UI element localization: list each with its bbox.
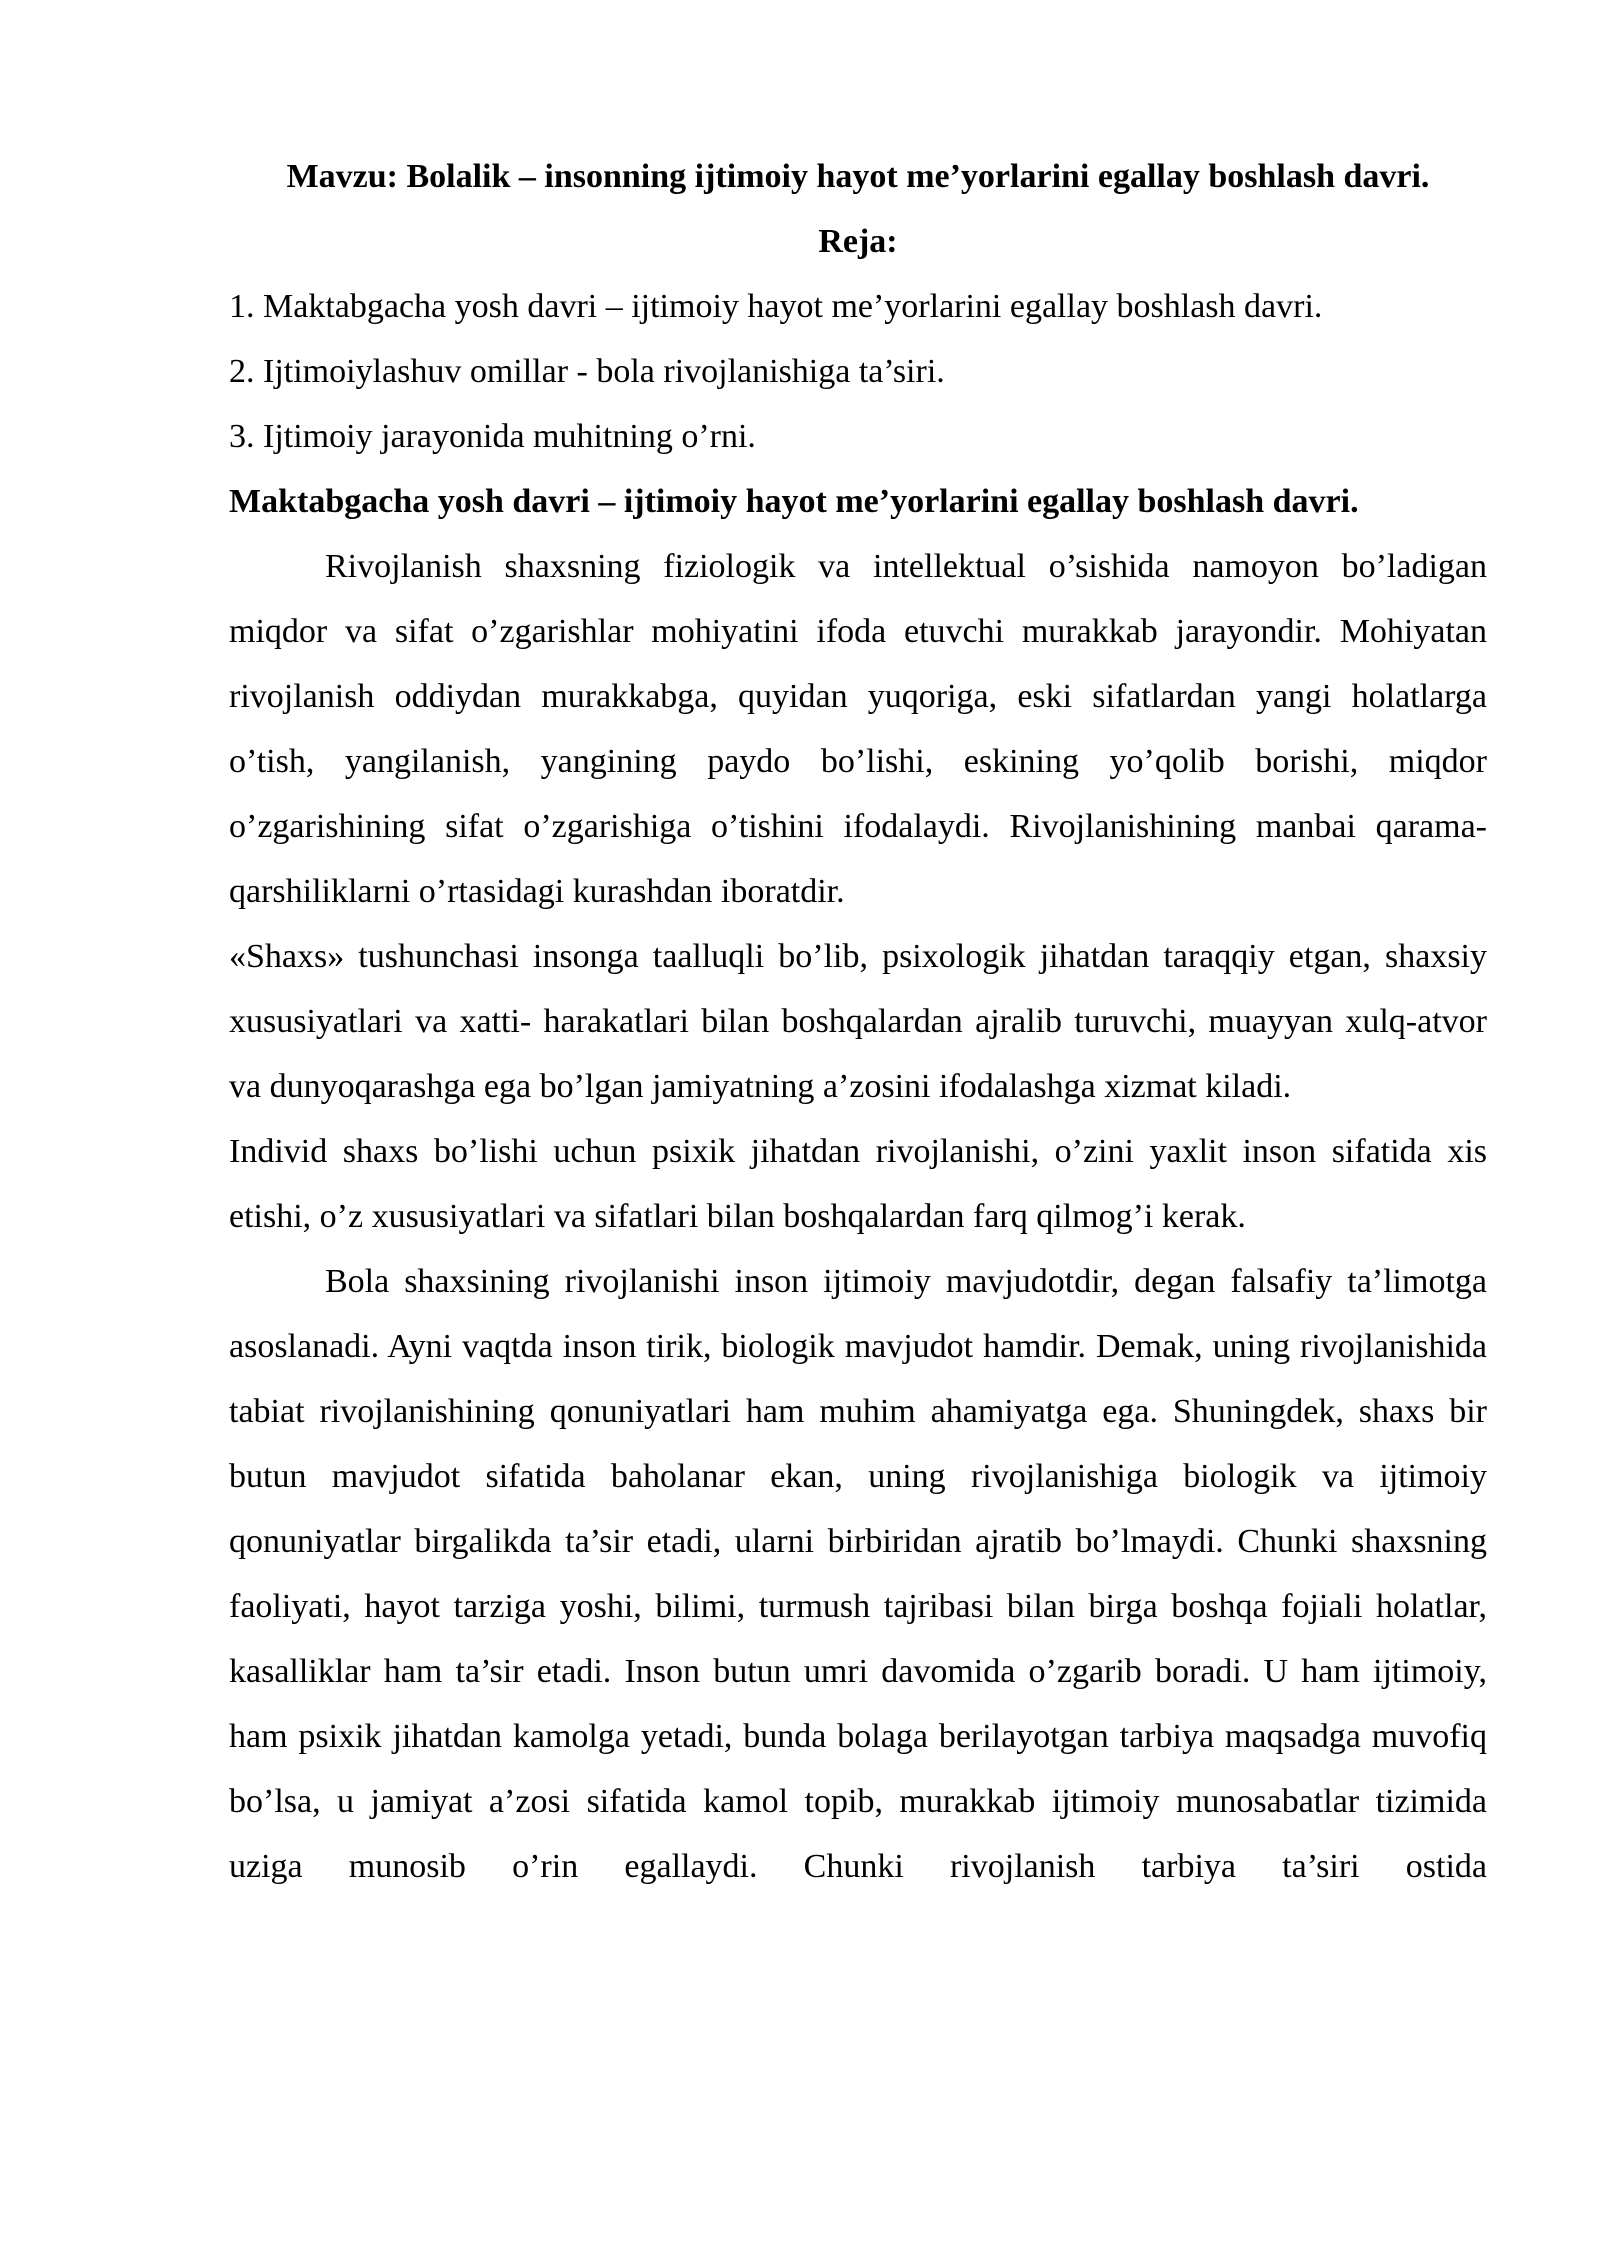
paragraph-shaxs-concept: «Shaxs» tushunchasi insonga taalluqli bo’lib, psixologik jihatdan taraqqiy etgan, shaxsiy xususiyatlari va xatti- harakatlari bilan boshqalardan ajralib turuvchi, muayyan xulq-atvor va dunyoqarashga ega bo’lgan jamiyatning a’zosini ifodalashga xizmat kiladi. [229,938,1487,1105]
section-heading: Maktabgacha yosh davri – ijtimoiy hayot me’yorlarini egallay boshlash davri. [229,483,1359,520]
paragraph-individ: Individ shaxs bo’lishi uchun psixik jihatdan rivojlanishi, o’zini yaxlit inson sifatida xis etishi, o’z xususiyatlari va sifatlari bilan boshqalardan farq qilmog’i kerak. [229,1133,1487,1235]
document-title: Mavzu: Bolalik – insonning ijtimoiy hayot me’yorlarini egallay boshlash davri. [286,158,1430,195]
plan-heading: Reja: [818,223,898,260]
paragraph-child-personality: Bola shaxsining rivojlanishi inson ijtimoiy mavjudotdir, degan falsafiy ta’limotga asoslanadi. Ayni vaqtda inson tirik, biologik mavjudot hamdir. Demak, uning rivojlanishida tabiat rivojlanishining qonuniyatlari ham muhim ahamiyatga ega. Shuningdek, shaxs bir butun mavjudot sifatida baholanar ekan, uning rivojlanishiga biologik va ijtimoiy qonuniyatlar birgalikda ta’sir etadi, ularni birbiridan ajratib bo’lmaydi. Chunki shaxsning faoliyati, hayot tarziga yoshi, bilimi, turmush tajribasi bilan birga boshqa fojiali holatlar, kasalliklar ham ta’sir etadi. Inson butun umri davomida o’zgarib boradi. U ham ijtimoiy, ham psixik jihatdan kamolga yetadi, bunda bolaga berilayotgan tarbiya maqsadga muvofiq bo’lsa, u jamiyat a’zosi sifatida kamol topib, murakkab ijtimoiy munosabatlar tizimida uziga munosib o’rin egallaydi. Chunki rivojlanish tarbiya ta’siri ostida [229,1263,1487,1885]
paragraph-development: Rivojlanish shaxsning fiziologik va intellektual o’sishida namoyon bo’ladigan miqdor va sifat o’zgarishlar mohiyatini ifoda etuvchi murakkab jarayondir. Mohiyatan rivojlanish oddiydan murakkabga, quyidan yuqoriga, eski sifatlardan yangi holatlarga o’tish, yangilanish, yangining paydo bo’lishi, eskining yo’qolib borishi, miqdor o’zgarishining sifat o’zgarishiga o’tishini ifodalaydi. Rivojlanishining manbai qarama-qarshiliklarni o’rtasidagi kurashdan iboratdir. [229,548,1487,910]
plan-item-2: 2. Ijtimoiylashuv omillar - bola rivojlanishiga ta’siri. [229,353,945,390]
document-body [229,144,1487,1899]
plan-item-1: 1. Maktabgacha yosh davri – ijtimoiy hayot me’yorlarini egallay boshlash davri. [229,288,1323,325]
plan-item-3: 3. Ijtimoiy jarayonida muhitning o’rni. [229,418,756,455]
